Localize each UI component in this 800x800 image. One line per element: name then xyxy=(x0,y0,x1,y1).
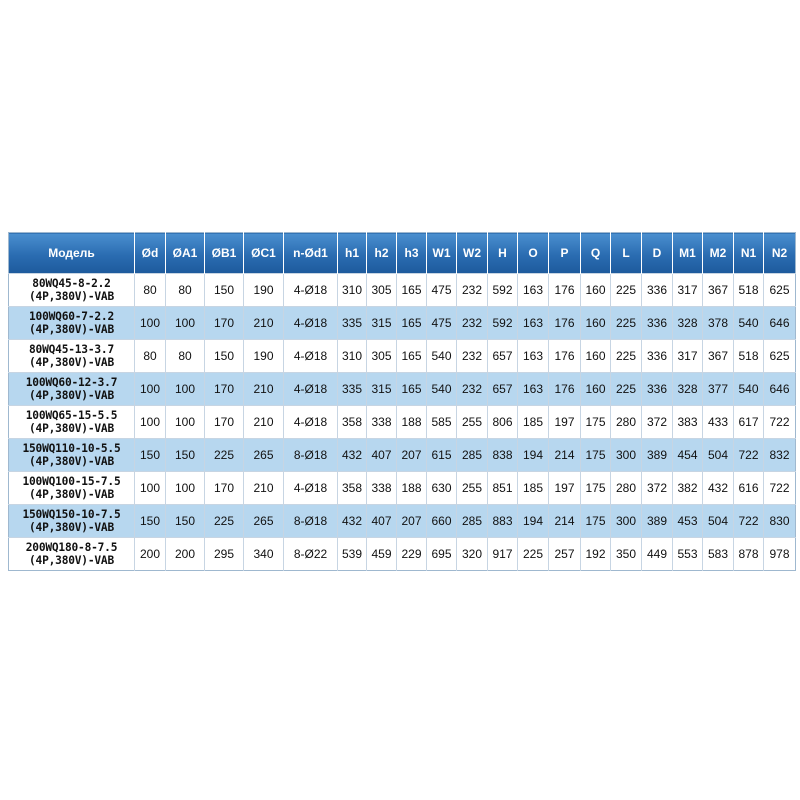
table-row xyxy=(9,406,796,439)
column-header: h3 xyxy=(397,233,427,274)
value-cell: 163 xyxy=(518,307,549,340)
value-cell: 358 xyxy=(338,472,367,505)
value-cell: 320 xyxy=(457,538,488,571)
value-cell: 225 xyxy=(205,439,244,472)
column-header: N2 xyxy=(764,233,796,274)
value-cell: 100 xyxy=(135,472,166,505)
table-header-row xyxy=(9,233,796,274)
table-row xyxy=(9,505,796,538)
value-cell: 163 xyxy=(518,274,549,307)
value-cell: 170 xyxy=(205,472,244,505)
column-header: P xyxy=(549,233,581,274)
value-cell: 383 xyxy=(673,406,703,439)
value-cell: 336 xyxy=(642,307,673,340)
model-code: 80WQ45-13-3.7 xyxy=(29,343,114,356)
value-cell: 328 xyxy=(673,307,703,340)
value-cell: 832 xyxy=(764,439,796,472)
value-cell: 407 xyxy=(367,505,397,538)
value-cell: 504 xyxy=(703,439,734,472)
value-cell: 310 xyxy=(338,340,367,373)
value-cell: 210 xyxy=(244,406,284,439)
value-cell: 722 xyxy=(734,505,764,538)
value-cell: 150 xyxy=(205,274,244,307)
model-cell xyxy=(9,373,135,406)
value-cell: 315 xyxy=(367,373,397,406)
value-cell: 8-Ø18 xyxy=(284,505,338,538)
model-spec: (4P,380V)-VAB xyxy=(29,389,114,402)
value-cell: 197 xyxy=(549,406,581,439)
value-cell: 300 xyxy=(611,505,642,538)
value-cell: 407 xyxy=(367,439,397,472)
value-cell: 518 xyxy=(734,274,764,307)
value-cell: 350 xyxy=(611,538,642,571)
value-cell: 210 xyxy=(244,373,284,406)
value-cell: 300 xyxy=(611,439,642,472)
value-cell: 4-Ø18 xyxy=(284,340,338,373)
value-cell: 194 xyxy=(518,505,549,538)
value-cell: 475 xyxy=(427,274,457,307)
model-spec: (4P,380V)-VAB xyxy=(29,290,114,303)
value-cell: 592 xyxy=(488,307,518,340)
model-spec: (4P,380V)-VAB xyxy=(29,455,114,468)
value-cell: 378 xyxy=(703,307,734,340)
column-header: ØB1 xyxy=(205,233,244,274)
value-cell: 100 xyxy=(166,472,205,505)
column-header: h2 xyxy=(367,233,397,274)
column-header: O xyxy=(518,233,549,274)
model-spec: (4P,380V)-VAB xyxy=(29,356,114,369)
value-cell: 372 xyxy=(642,406,673,439)
value-cell: 432 xyxy=(338,439,367,472)
value-cell: 722 xyxy=(764,406,796,439)
model-cell xyxy=(9,274,135,307)
value-cell: 657 xyxy=(488,340,518,373)
table-row xyxy=(9,538,796,571)
column-header: L xyxy=(611,233,642,274)
value-cell: 200 xyxy=(135,538,166,571)
column-header: M1 xyxy=(673,233,703,274)
value-cell: 646 xyxy=(764,307,796,340)
value-cell: 616 xyxy=(734,472,764,505)
value-cell: 285 xyxy=(457,505,488,538)
value-cell: 372 xyxy=(642,472,673,505)
value-cell: 257 xyxy=(549,538,581,571)
value-cell: 335 xyxy=(338,307,367,340)
value-cell: 280 xyxy=(611,472,642,505)
value-cell: 160 xyxy=(581,340,611,373)
value-cell: 214 xyxy=(549,505,581,538)
value-cell: 8-Ø18 xyxy=(284,439,338,472)
value-cell: 100 xyxy=(166,406,205,439)
model-code: 100WQ100-15-7.5 xyxy=(22,475,121,488)
table-body xyxy=(9,274,796,571)
value-cell: 160 xyxy=(581,307,611,340)
value-cell: 722 xyxy=(734,439,764,472)
column-header: M2 xyxy=(703,233,734,274)
value-cell: 335 xyxy=(338,373,367,406)
dimensions-table xyxy=(8,232,796,571)
value-cell: 100 xyxy=(166,373,205,406)
value-cell: 540 xyxy=(734,373,764,406)
model-code: 150WQ150-10-7.5 xyxy=(22,508,121,521)
model-code: 150WQ110-10-5.5 xyxy=(22,442,121,455)
value-cell: 80 xyxy=(166,340,205,373)
value-cell: 255 xyxy=(457,472,488,505)
column-header: h1 xyxy=(338,233,367,274)
column-header: ØA1 xyxy=(166,233,205,274)
column-header: W1 xyxy=(427,233,457,274)
value-cell: 150 xyxy=(135,505,166,538)
value-cell: 453 xyxy=(673,505,703,538)
value-cell: 540 xyxy=(734,307,764,340)
model-code: 100WQ65-15-5.5 xyxy=(25,409,118,422)
value-cell: 176 xyxy=(549,373,581,406)
value-cell: 504 xyxy=(703,505,734,538)
value-cell: 340 xyxy=(244,538,284,571)
value-cell: 328 xyxy=(673,373,703,406)
table-row xyxy=(9,274,796,307)
value-cell: 175 xyxy=(581,406,611,439)
value-cell: 475 xyxy=(427,307,457,340)
value-cell: 540 xyxy=(427,340,457,373)
value-cell: 210 xyxy=(244,472,284,505)
value-cell: 176 xyxy=(549,340,581,373)
value-cell: 232 xyxy=(457,373,488,406)
model-spec: (4P,380V)-VAB xyxy=(29,323,114,336)
value-cell: 615 xyxy=(427,439,457,472)
model-code: 200WQ180-8-7.5 xyxy=(25,541,118,554)
value-cell: 878 xyxy=(734,538,764,571)
value-cell: 165 xyxy=(397,307,427,340)
table-row xyxy=(9,340,796,373)
value-cell: 285 xyxy=(457,439,488,472)
value-cell: 660 xyxy=(427,505,457,538)
value-cell: 336 xyxy=(642,274,673,307)
value-cell: 722 xyxy=(764,472,796,505)
value-cell: 389 xyxy=(642,505,673,538)
value-cell: 80 xyxy=(135,340,166,373)
value-cell: 625 xyxy=(764,340,796,373)
value-cell: 188 xyxy=(397,406,427,439)
column-header: D xyxy=(642,233,673,274)
value-cell: 433 xyxy=(703,406,734,439)
value-cell: 8-Ø22 xyxy=(284,538,338,571)
model-cell xyxy=(9,307,135,340)
value-cell: 310 xyxy=(338,274,367,307)
value-cell: 197 xyxy=(549,472,581,505)
value-cell: 883 xyxy=(488,505,518,538)
value-cell: 305 xyxy=(367,340,397,373)
value-cell: 175 xyxy=(581,439,611,472)
value-cell: 4-Ø18 xyxy=(284,406,338,439)
column-header: Q xyxy=(581,233,611,274)
value-cell: 539 xyxy=(338,538,367,571)
value-cell: 225 xyxy=(611,307,642,340)
column-header: H xyxy=(488,233,518,274)
value-cell: 978 xyxy=(764,538,796,571)
column-header: Модель xyxy=(9,233,135,274)
value-cell: 830 xyxy=(764,505,796,538)
value-cell: 188 xyxy=(397,472,427,505)
column-header: W2 xyxy=(457,233,488,274)
model-cell xyxy=(9,439,135,472)
value-cell: 170 xyxy=(205,307,244,340)
value-cell: 806 xyxy=(488,406,518,439)
value-cell: 4-Ø18 xyxy=(284,373,338,406)
model-cell xyxy=(9,505,135,538)
value-cell: 170 xyxy=(205,373,244,406)
value-cell: 80 xyxy=(166,274,205,307)
value-cell: 170 xyxy=(205,406,244,439)
value-cell: 305 xyxy=(367,274,397,307)
model-spec: (4P,380V)-VAB xyxy=(29,422,114,435)
column-header: ØC1 xyxy=(244,233,284,274)
value-cell: 518 xyxy=(734,340,764,373)
value-cell: 175 xyxy=(581,505,611,538)
value-cell: 160 xyxy=(581,274,611,307)
model-cell xyxy=(9,538,135,571)
value-cell: 338 xyxy=(367,406,397,439)
value-cell: 917 xyxy=(488,538,518,571)
value-cell: 4-Ø18 xyxy=(284,274,338,307)
model-cell xyxy=(9,340,135,373)
value-cell: 207 xyxy=(397,439,427,472)
value-cell: 100 xyxy=(135,307,166,340)
value-cell: 280 xyxy=(611,406,642,439)
value-cell: 625 xyxy=(764,274,796,307)
column-header: n-Ød1 xyxy=(284,233,338,274)
value-cell: 190 xyxy=(244,274,284,307)
value-cell: 336 xyxy=(642,340,673,373)
value-cell: 214 xyxy=(549,439,581,472)
value-cell: 617 xyxy=(734,406,764,439)
value-cell: 229 xyxy=(397,538,427,571)
value-cell: 255 xyxy=(457,406,488,439)
value-cell: 100 xyxy=(135,406,166,439)
value-cell: 176 xyxy=(549,307,581,340)
value-cell: 657 xyxy=(488,373,518,406)
value-cell: 225 xyxy=(611,274,642,307)
value-cell: 150 xyxy=(166,439,205,472)
value-cell: 459 xyxy=(367,538,397,571)
value-cell: 454 xyxy=(673,439,703,472)
value-cell: 295 xyxy=(205,538,244,571)
value-cell: 432 xyxy=(703,472,734,505)
value-cell: 80 xyxy=(135,274,166,307)
model-cell xyxy=(9,406,135,439)
model-code: 100WQ60-12-3.7 xyxy=(25,376,118,389)
value-cell: 225 xyxy=(205,505,244,538)
value-cell: 165 xyxy=(397,340,427,373)
value-cell: 367 xyxy=(703,274,734,307)
table-row xyxy=(9,439,796,472)
column-header: N1 xyxy=(734,233,764,274)
value-cell: 192 xyxy=(581,538,611,571)
value-cell: 4-Ø18 xyxy=(284,307,338,340)
value-cell: 317 xyxy=(673,340,703,373)
value-cell: 185 xyxy=(518,472,549,505)
value-cell: 851 xyxy=(488,472,518,505)
value-cell: 449 xyxy=(642,538,673,571)
value-cell: 338 xyxy=(367,472,397,505)
value-cell: 150 xyxy=(135,439,166,472)
table-row xyxy=(9,373,796,406)
value-cell: 210 xyxy=(244,307,284,340)
value-cell: 389 xyxy=(642,439,673,472)
value-cell: 165 xyxy=(397,373,427,406)
value-cell: 160 xyxy=(581,373,611,406)
value-cell: 165 xyxy=(397,274,427,307)
model-code: 80WQ45-8-2.2 xyxy=(32,277,111,290)
value-cell: 592 xyxy=(488,274,518,307)
value-cell: 232 xyxy=(457,274,488,307)
model-spec: (4P,380V)-VAB xyxy=(29,521,114,534)
value-cell: 150 xyxy=(166,505,205,538)
table-row xyxy=(9,472,796,505)
value-cell: 176 xyxy=(549,274,581,307)
value-cell: 150 xyxy=(205,340,244,373)
value-cell: 336 xyxy=(642,373,673,406)
value-cell: 432 xyxy=(338,505,367,538)
value-cell: 382 xyxy=(673,472,703,505)
model-cell xyxy=(9,472,135,505)
value-cell: 695 xyxy=(427,538,457,571)
spec-table-container xyxy=(8,232,794,571)
value-cell: 185 xyxy=(518,406,549,439)
value-cell: 585 xyxy=(427,406,457,439)
value-cell: 838 xyxy=(488,439,518,472)
value-cell: 100 xyxy=(135,373,166,406)
value-cell: 232 xyxy=(457,340,488,373)
value-cell: 630 xyxy=(427,472,457,505)
value-cell: 540 xyxy=(427,373,457,406)
column-header: Ød xyxy=(135,233,166,274)
value-cell: 377 xyxy=(703,373,734,406)
value-cell: 358 xyxy=(338,406,367,439)
model-spec: (4P,380V)-VAB xyxy=(29,554,114,567)
value-cell: 194 xyxy=(518,439,549,472)
value-cell: 232 xyxy=(457,307,488,340)
value-cell: 163 xyxy=(518,340,549,373)
model-code: 100WQ60-7-2.2 xyxy=(29,310,114,323)
value-cell: 553 xyxy=(673,538,703,571)
value-cell: 265 xyxy=(244,439,284,472)
value-cell: 200 xyxy=(166,538,205,571)
value-cell: 225 xyxy=(611,340,642,373)
model-spec: (4P,380V)-VAB xyxy=(29,488,114,501)
value-cell: 100 xyxy=(166,307,205,340)
value-cell: 163 xyxy=(518,373,549,406)
value-cell: 190 xyxy=(244,340,284,373)
value-cell: 367 xyxy=(703,340,734,373)
table-row xyxy=(9,307,796,340)
value-cell: 583 xyxy=(703,538,734,571)
value-cell: 646 xyxy=(764,373,796,406)
value-cell: 317 xyxy=(673,274,703,307)
value-cell: 225 xyxy=(611,373,642,406)
value-cell: 225 xyxy=(518,538,549,571)
value-cell: 207 xyxy=(397,505,427,538)
value-cell: 265 xyxy=(244,505,284,538)
value-cell: 4-Ø18 xyxy=(284,472,338,505)
value-cell: 315 xyxy=(367,307,397,340)
value-cell: 175 xyxy=(581,472,611,505)
